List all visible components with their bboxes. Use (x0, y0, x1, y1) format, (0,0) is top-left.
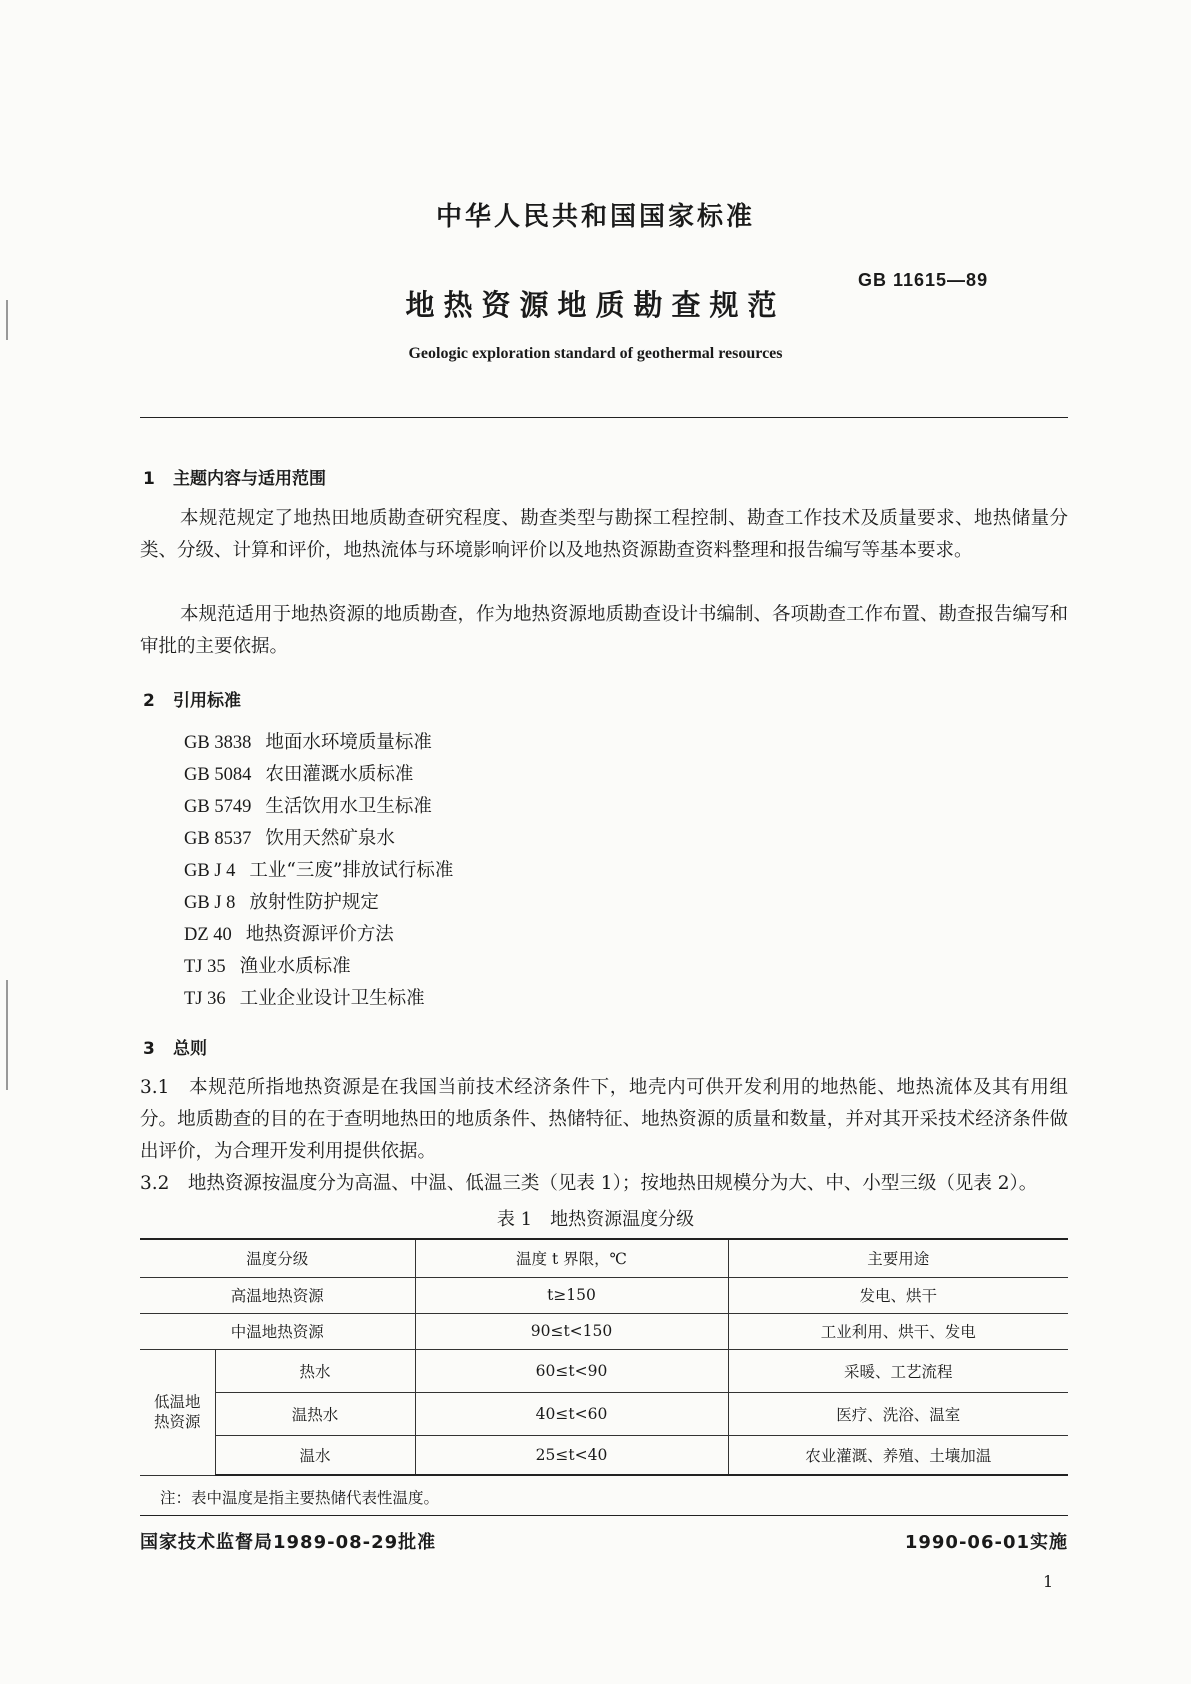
range-cell: 25≤t<40 (415, 1435, 728, 1475)
column-header: 温度 t 界限，℃ (415, 1239, 728, 1277)
section-title: 总则 (173, 1039, 207, 1059)
effective-date: 1990-06-01实施 (904, 1532, 1068, 1553)
reference-item (184, 823, 453, 855)
reference-code: DZ 40 (184, 925, 232, 945)
reference-code: TJ 36 (184, 989, 226, 1009)
reference-item (184, 791, 453, 823)
reference-code: GB J 4 (184, 861, 236, 881)
reference-name: 地面水环境质量标准 (265, 732, 432, 753)
document-title: 地热资源地质勘查规范 (405, 288, 786, 322)
reference-item (184, 887, 453, 919)
english-title: Geologic exploration standard of geothermal resources (408, 345, 783, 362)
reference-code: GB 3838 (184, 733, 252, 753)
clause-3-2: 3.2 地热资源按温度分为高温、中温、低温三类（见表 1）；按地热田规模分为大、中、小型三级（见表 2）。 (140, 1173, 1038, 1194)
use-cell: 采暖、工艺流程 (728, 1349, 1068, 1392)
temperature-grade-table (140, 1238, 1068, 1476)
reference-item (184, 919, 453, 951)
reference-code: GB 8537 (184, 829, 252, 849)
table-row (140, 1392, 1068, 1435)
grade-cell: 热水 (215, 1349, 415, 1392)
low-temp-group-cell: 低温地热资源 (140, 1349, 215, 1475)
reference-item (184, 759, 453, 791)
table-1-caption: 表 1 地热资源温度分级 (496, 1209, 695, 1230)
reference-item (184, 855, 453, 887)
reference-name: 饮用天然矿泉水 (265, 828, 395, 849)
use-cell: 农业灌溉、养殖、土壤加温 (728, 1435, 1068, 1475)
approval-date: 国家技术监督局1989-08-29批准 (140, 1532, 437, 1553)
referenced-standards-list (184, 727, 453, 1015)
table-note: 注：表中温度是指主要热储代表性温度。 (160, 1489, 440, 1507)
section-1-heading (143, 464, 326, 489)
clause-3-1: 3.1 本规范所指地热资源是在我国当前技术经济条件下，地壳内可供开发利用的地热能、地热流体及其有用组分。地质勘查的目的在于查明地热田的地质条件、热储特征、地热资源的质量和数量，并对其开采技术经济条件做出评价，为合理开发利用提供依据。 (140, 1077, 1068, 1162)
section-1-paragraph-2: 本规范适用于地热资源的地质勘查，作为地热资源地质勘查设计书编制、各项勘查工作布置、勘查报告编写和审批的主要依据。 (140, 604, 1069, 657)
table-row (140, 1435, 1068, 1475)
grade-cell: 中温地热资源 (140, 1313, 415, 1349)
section-2-heading (143, 686, 241, 711)
reference-name: 地热资源评价方法 (245, 924, 394, 945)
table-row (140, 1349, 1068, 1392)
national-standard-title: 中华人民共和国国家标准 (435, 202, 755, 232)
reference-name: 渔业水质标准 (239, 956, 351, 977)
reference-code: TJ 35 (184, 957, 226, 977)
reference-item (184, 983, 453, 1015)
section-title: 引用标准 (173, 691, 241, 711)
section-title: 主题内容与适用范围 (173, 469, 326, 489)
use-cell: 工业利用、烘干、发电 (728, 1313, 1068, 1349)
reference-name: 工业“三废”排放试行标准 (249, 860, 454, 881)
reference-name: 工业企业设计卫生标准 (239, 988, 425, 1009)
reference-code: GB 5749 (184, 797, 252, 817)
reference-item (184, 727, 453, 759)
section-3-heading (143, 1034, 207, 1059)
reference-name: 生活饮用水卫生标准 (265, 796, 432, 817)
table-row (140, 1277, 1068, 1313)
section-1-paragraph-1: 本规范规定了地热田地质勘查研究程度、勘查类型与勘探工程控制、勘查工作技术及质量要求、地热储量分类、分级、计算和评价，地热流体与环境影响评价以及地热资源勘查资料整理和报告编写等基本要求。 (140, 508, 1068, 561)
use-cell: 医疗、洗浴、温室 (728, 1392, 1068, 1435)
grade-cell: 温水 (215, 1435, 415, 1475)
range-cell: 60≤t<90 (415, 1349, 728, 1392)
standard-code: GB 11615—89 (858, 270, 989, 290)
range-cell: t≥150 (415, 1277, 728, 1313)
column-header: 主要用途 (728, 1239, 1068, 1277)
range-cell: 40≤t<60 (415, 1392, 728, 1435)
reference-code: GB 5084 (184, 765, 252, 785)
grade-cell: 高温地热资源 (140, 1277, 415, 1313)
reference-name: 放射性防护规定 (249, 892, 379, 913)
section-number: 3 (143, 1039, 155, 1059)
reference-item (184, 951, 453, 983)
use-cell: 发电、烘干 (728, 1277, 1068, 1313)
grade-cell: 温热水 (215, 1392, 415, 1435)
table-header-row (140, 1239, 1068, 1277)
range-cell: 90≤t<150 (415, 1313, 728, 1349)
reference-name: 农田灌溉水质标准 (265, 764, 414, 785)
page-number: 1 (1043, 1572, 1054, 1591)
header-divider (140, 417, 1068, 418)
scan-artifact (6, 980, 8, 1090)
table-row (140, 1313, 1068, 1349)
section-number: 2 (143, 691, 155, 711)
footer-divider (140, 1515, 1068, 1516)
column-header: 温度分级 (140, 1239, 415, 1277)
reference-code: GB J 8 (184, 893, 236, 913)
section-number: 1 (143, 469, 155, 489)
